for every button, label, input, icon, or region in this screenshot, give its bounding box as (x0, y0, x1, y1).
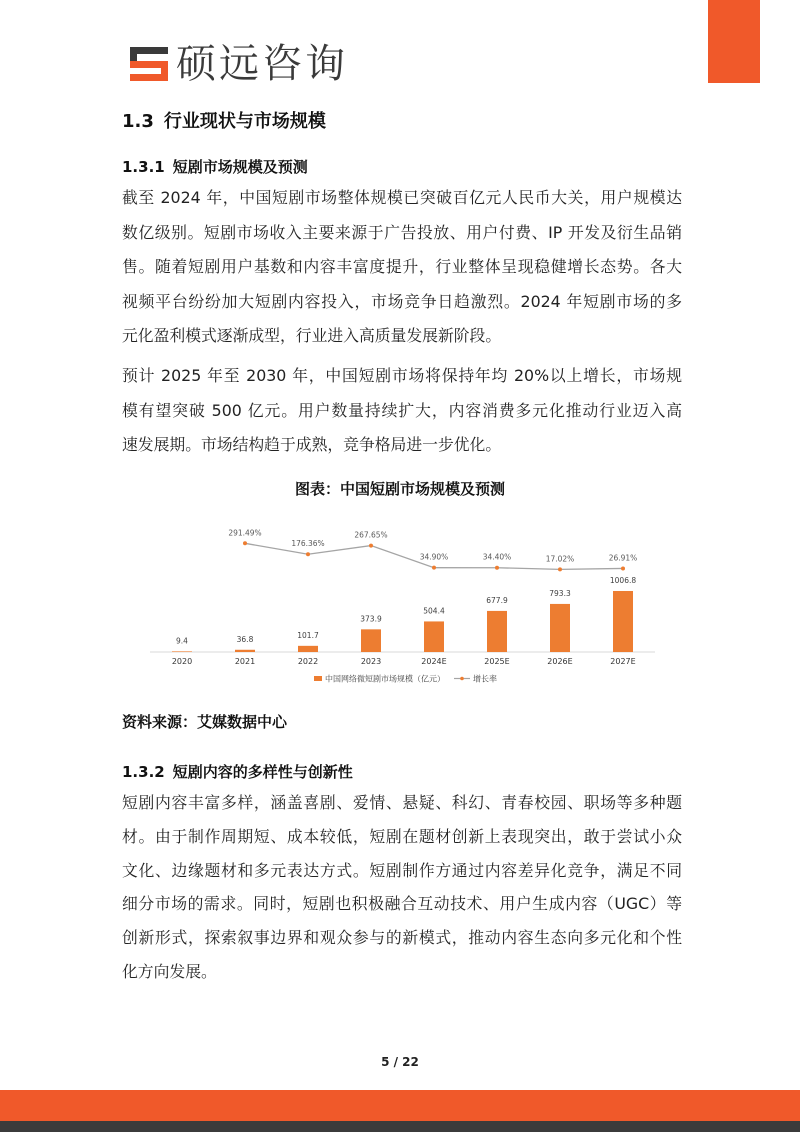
growth-value-label: 34.90% (419, 552, 449, 562)
bar-2023 (361, 629, 381, 652)
subsection-number: 1.3.1 (122, 158, 165, 176)
growth-point (621, 566, 625, 570)
growth-value-label: 26.91% (608, 553, 638, 563)
section-heading (122, 109, 326, 135)
paragraph-line: 创新形式，探索叙事边界和观众参与的新模式，推动内容生态向多元化和个性 (122, 928, 682, 948)
growth-value-label: 17.02% (545, 554, 575, 564)
paragraph-line: 视频平台纷纷加大短剧内容投入，市场竞争日趋激烈。2024 年短剧市场的多 (122, 291, 682, 311)
growth-value-label: 267.65% (354, 530, 388, 540)
paragraph-line: 细分市场的需求。同时，短剧也积极融合互动技术、用户生成内容（UGC）等 (122, 894, 682, 914)
growth-point (558, 567, 562, 571)
paragraph-line: 预计 2025 年至 2030 年，中国短剧市场将保持年均 20%以上增长，市场规 (122, 366, 682, 385)
legend-swatch-bar (314, 676, 322, 681)
bar-2025e (487, 611, 507, 652)
paragraph-line: 元化盈利模式逐渐成型，行业进入高质量发展新阶段。 (122, 326, 502, 345)
growth-point (369, 544, 373, 548)
bar-2026e (550, 604, 570, 652)
footer-band-dark (0, 1121, 800, 1132)
bar-value-label: 1006.8 (609, 575, 637, 585)
growth-point (306, 552, 310, 556)
growth-value-label: 176.36% (291, 539, 325, 549)
paragraph-line: 化方向发展。 (122, 961, 217, 981)
x-tick-label: 2021 (234, 657, 256, 666)
legend-label-bar: 中国网络微短剧市场规模（亿元） (325, 674, 445, 684)
growth-point (243, 541, 247, 545)
growth-point (495, 566, 499, 570)
x-tick-label: 2027E (610, 657, 636, 666)
paragraph-line: 短剧内容丰富多样，涵盖喜剧、爱情、悬疑、科幻、青春校园、职场等多种题 (122, 793, 682, 812)
paragraph-content-diversity (122, 786, 682, 989)
logo-text: 硕远咨询 (176, 41, 348, 87)
market-size-chart (140, 515, 670, 695)
page-number: 5 / 22 (381, 1055, 419, 1069)
bar-value-label: 36.8 (236, 634, 254, 644)
paragraph-forecast (122, 359, 682, 463)
subsection-title: 短剧市场规模及预测 (172, 158, 308, 176)
x-tick-label: 2024E (421, 657, 447, 666)
bar-2027e (613, 591, 633, 652)
bar-2020 (172, 651, 192, 652)
logo-icon (130, 47, 168, 81)
bar-value-label: 101.7 (297, 630, 319, 640)
x-tick-label: 2026E (547, 657, 573, 666)
paragraph-line: 速发展期。市场结构趋于成熟，竞争格局进一步优化。 (122, 435, 502, 454)
growth-value-label: 34.40% (482, 552, 512, 562)
chart-canvas (140, 515, 670, 695)
x-tick-label: 2025E (484, 657, 510, 666)
corner-accent-block (708, 0, 760, 83)
legend-swatch-marker (460, 677, 464, 681)
paragraph-line: 文化、边缘题材和多元表达方式。短剧制作方通过内容差异化竞争，满足不同 (122, 860, 682, 880)
paragraph-line: 模有望突破 500 亿元。用户数量持续扩大，内容消费多元化推动行业迈入高 (122, 400, 682, 420)
subsection-heading-1 (122, 156, 308, 178)
bar-value-label: 504.4 (423, 606, 445, 616)
footer-band-accent (0, 1090, 800, 1121)
paragraph-line: 数亿级别。短剧市场收入主要来源于广告投放、用户付费、IP 开发及衍生品销 (122, 222, 682, 242)
growth-point (432, 566, 436, 570)
paragraph-line: 售。随着短剧用户基数和内容丰富度提升，行业整体呈现稳健增长态势。各大 (122, 257, 682, 276)
x-tick-label: 2022 (297, 657, 319, 666)
x-tick-label: 2023 (360, 657, 382, 666)
paragraph-line: 材。由于制作周期短、成本较低，短剧在题材创新上表现突出，敢于尝试小众 (122, 826, 682, 846)
section-number: 1.3 (122, 111, 154, 132)
bar-2021 (235, 650, 255, 652)
legend-label-growth: 增长率 (473, 674, 497, 684)
chart-source: 资料来源：艾媒数据中心 (122, 713, 288, 731)
x-tick-label: 2020 (171, 657, 193, 666)
subsection-heading-2 (122, 761, 353, 783)
bar-value-label: 677.9 (486, 595, 508, 605)
bar-value-label: 373.9 (360, 614, 382, 624)
chart-title: 图表：中国短剧市场规模及预测 (294, 480, 505, 498)
company-logo (130, 43, 348, 85)
paragraph-line: 截至 2024 年，中国短剧市场整体规模已突破百亿元人民币大关，用户规模达 (122, 188, 682, 207)
subsection-title: 短剧内容的多样性与创新性 (172, 763, 353, 781)
paragraph-market-size (122, 181, 682, 354)
bar-value-label: 9.4 (176, 636, 188, 646)
growth-value-label: 291.49% (228, 528, 262, 538)
section-title: 行业现状与市场规模 (163, 111, 326, 132)
bar-2022 (298, 646, 318, 652)
subsection-number: 1.3.2 (122, 763, 165, 781)
bar-value-label: 793.3 (549, 588, 571, 598)
bar-2024e (424, 621, 444, 652)
